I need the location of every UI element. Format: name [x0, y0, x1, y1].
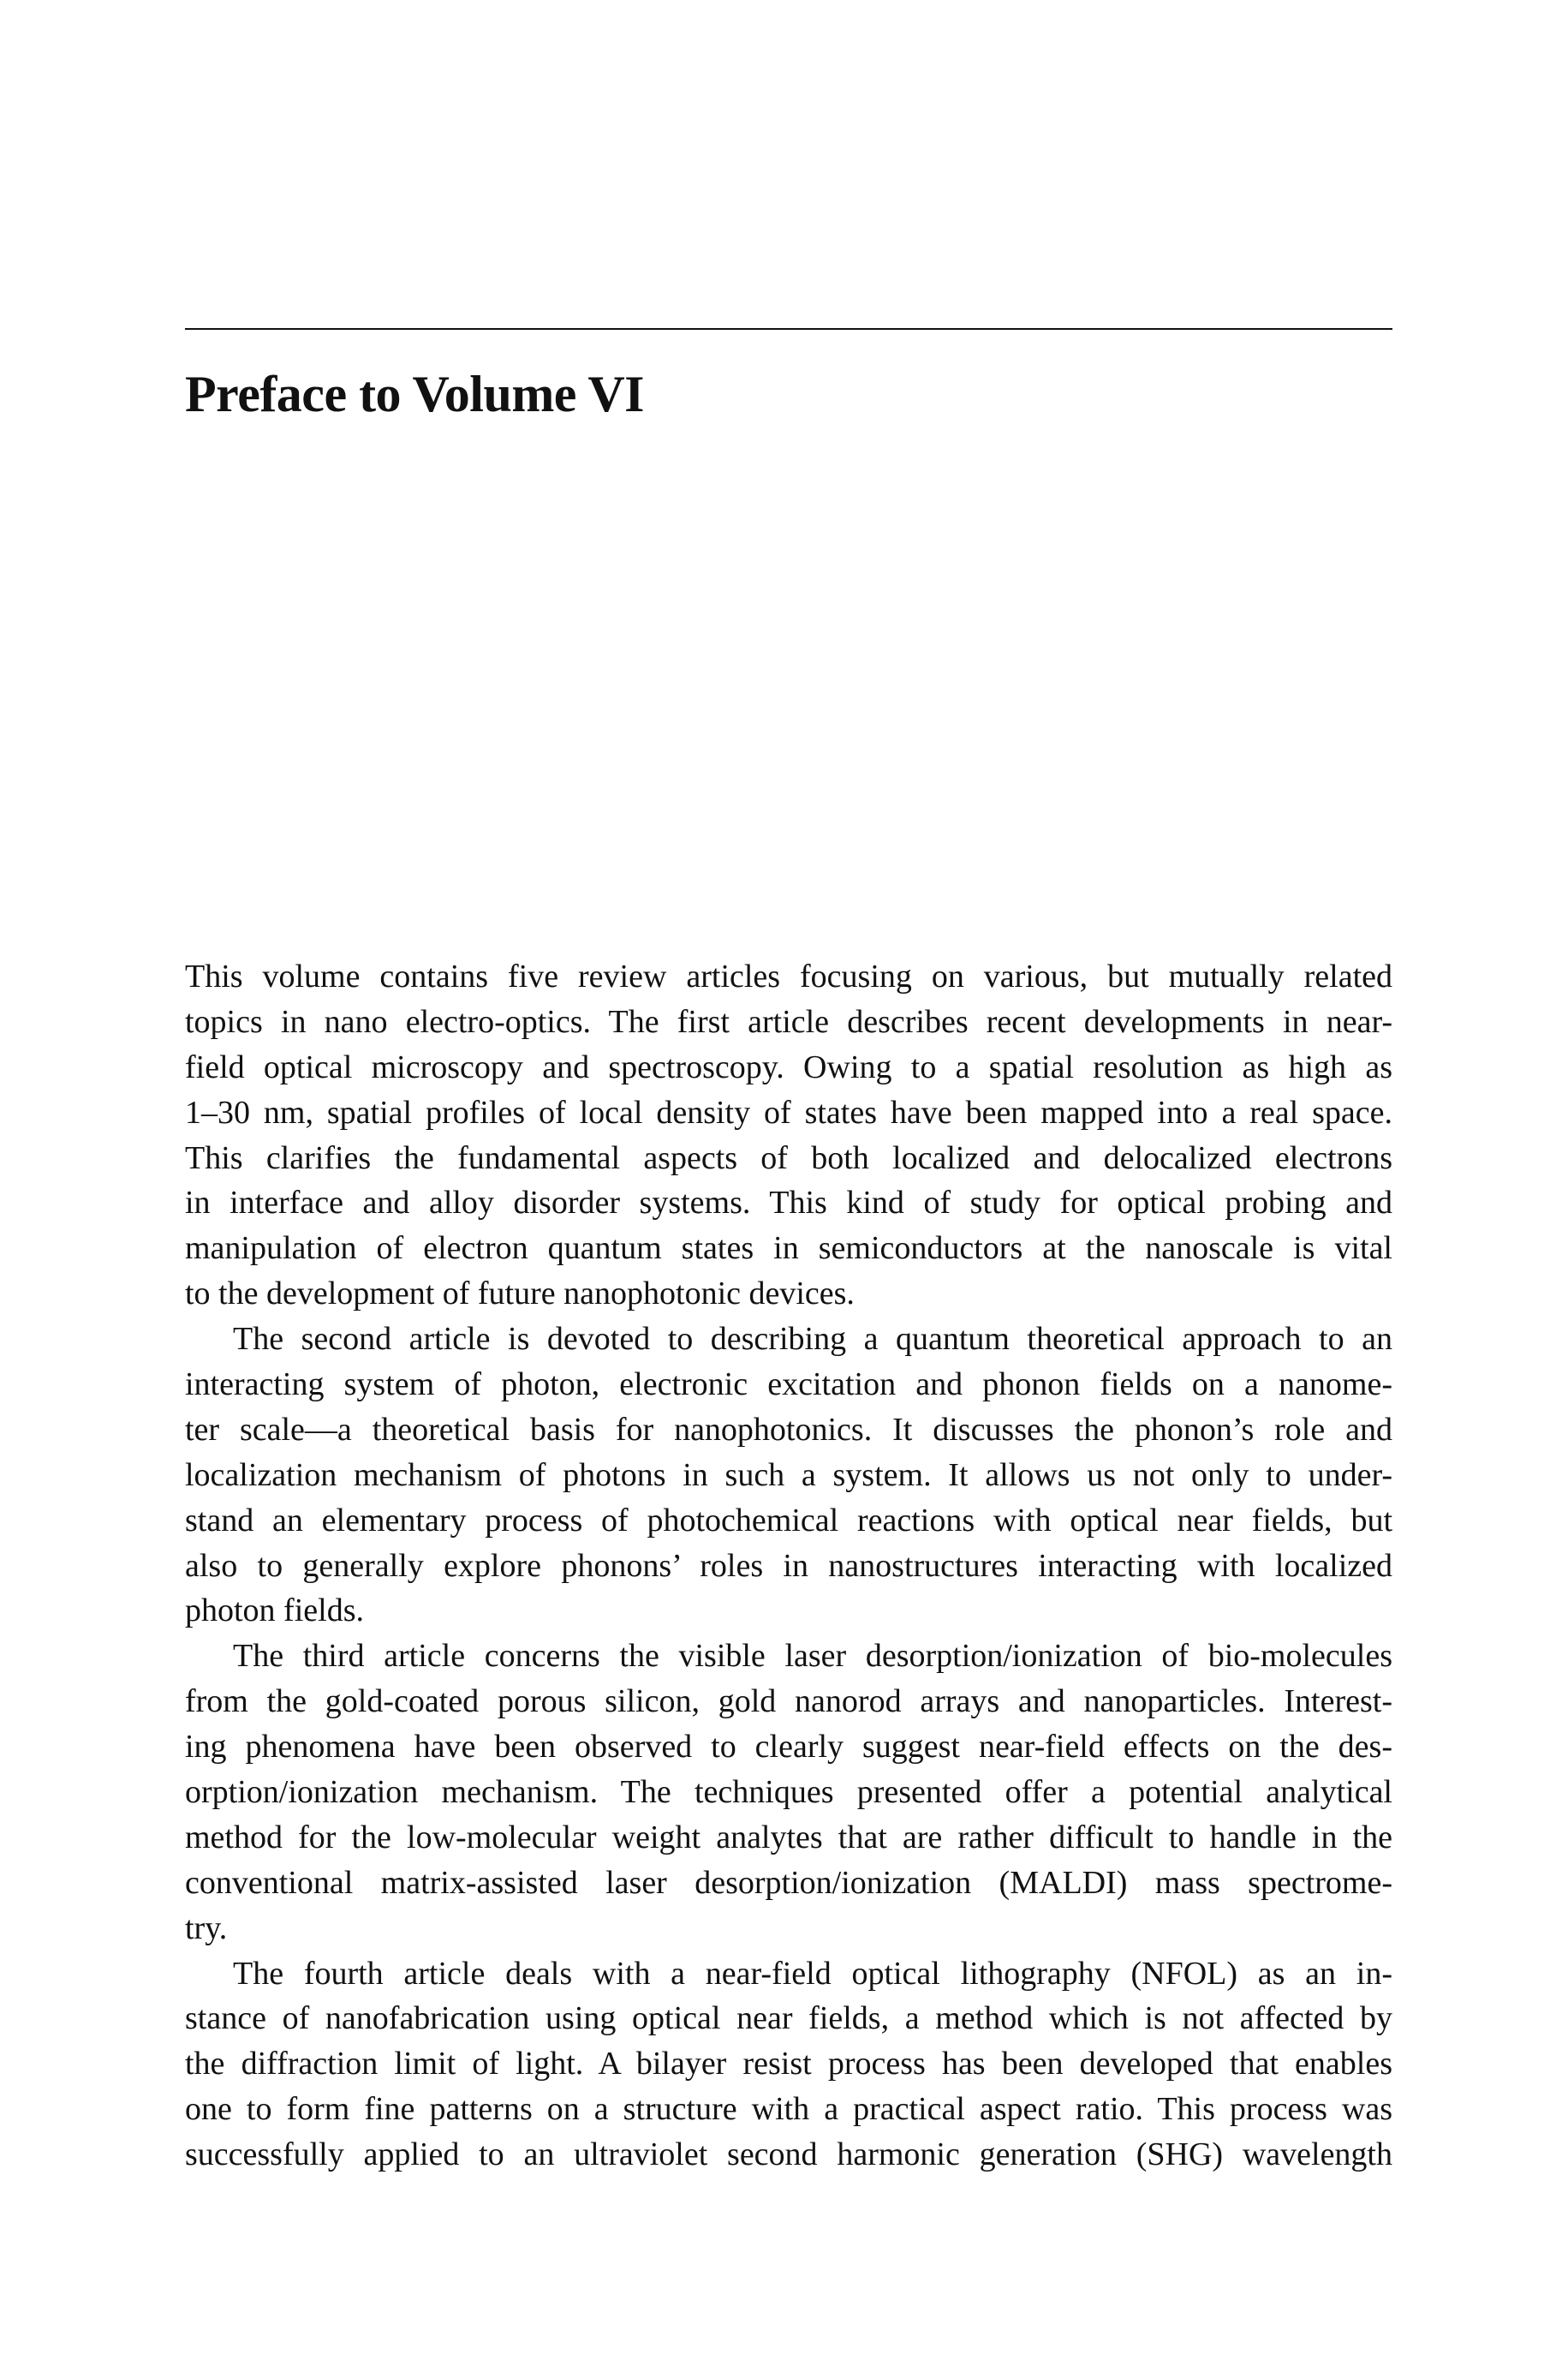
text-line: to the development of future nanophotonic devices.: [185, 1276, 855, 1312]
text-line: interacting system of photon, electronic excitation and phonon fields on a nanome-: [185, 1366, 1392, 1403]
text-line: stance of nanofabrication using optical near fields, a method which is not affected by: [185, 2000, 1392, 2037]
text-line: The second article is devoted to describing a quantum theoretical approach to an: [233, 1321, 1392, 1358]
paragraph-2: [185, 1317, 1392, 1634]
text-line: the diffraction limit of light. A bilayer resist process has been developed that enables: [185, 2046, 1392, 2082]
text-line: The third article concerns the visible laser desorption/ionization of bio-molecules: [233, 1638, 1392, 1675]
paragraph-1: [185, 954, 1392, 1317]
text-line: This clarifies the fundamental aspects of both localized and delocalized electrons: [185, 1139, 1392, 1176]
text-line: field optical microscopy and spectroscopy. Owing to a spatial resolution as high as: [185, 1049, 1392, 1085]
text-line: 1–30 nm, spatial profiles of local density of states have been mapped into a real space.: [185, 1094, 1392, 1131]
text-line: in interface and alloy disorder systems. This kind of study for optical probing and: [185, 1185, 1392, 1222]
text-line: localization mechanism of photons in such a system. It allows us not only to under-: [185, 1456, 1392, 1493]
text-line: method for the low-molecular weight analytes that are rather difficult to handle in the: [185, 1819, 1392, 1855]
text-line: stand an elementary process of photochemical reactions with optical near fields, but: [185, 1502, 1392, 1539]
page-title: Preface to Volume VI: [185, 366, 645, 422]
text-line: one to form fine patterns on a structure with a practical aspect ratio. This process was: [185, 2091, 1392, 2128]
text-line: photon fields.: [185, 1592, 364, 1629]
text-line: This volume contains five review articles focusing on various, but mutually related: [185, 959, 1392, 995]
text-line: topics in nano electro-optics. The first article describes recent developments in near-: [185, 1003, 1392, 1040]
text-line: successfully applied to an ultraviolet second harmonic generation (SHG) wavelength: [185, 2136, 1392, 2173]
paragraph-4: [185, 1951, 1392, 2178]
text-line: orption/ionization mechanism. The techniques presented offer a potential analytical: [185, 1774, 1392, 1811]
text-line: also to generally explore phonons’ roles in nanostructures interacting with localized: [185, 1547, 1392, 1584]
header-rule: [185, 328, 1392, 330]
text-line: The fourth article deals with a near-field optical lithography (NFOL) as an in-: [233, 1955, 1392, 1992]
text-line: ing phenomena have been observed to clearly suggest near-field effects on the des-: [185, 1729, 1392, 1766]
text-line: conventional matrix-assisted laser desorption/ionization (MALDI) mass spectrome-: [185, 1864, 1392, 1901]
preface-body: [185, 954, 1392, 2178]
paragraph-3: [185, 1634, 1392, 1951]
text-line: manipulation of electron quantum states in semiconductors at the nanoscale is vital: [185, 1230, 1392, 1267]
text-line: try.: [185, 1909, 228, 1946]
text-line: from the gold-coated porous silicon, gold nanorod arrays and nanoparticles. Interest-: [185, 1683, 1392, 1720]
text-line: ter scale—a theoretical basis for nanophotonics. It discusses the phonon’s role and: [185, 1411, 1392, 1448]
